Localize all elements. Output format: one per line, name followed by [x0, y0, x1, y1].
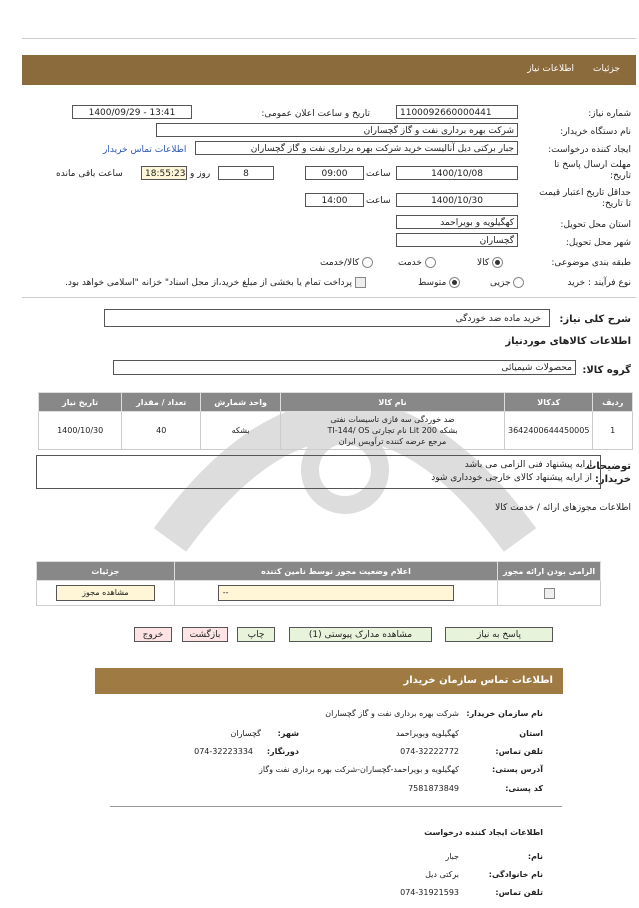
- row-unit: بشکه: [201, 412, 281, 450]
- contact-fax-value: 074-32223334: [194, 747, 253, 756]
- permit-required-checkbox: [544, 588, 555, 599]
- exit-button[interactable]: خروج: [134, 627, 172, 642]
- creator-family-value: برکتی دیل: [425, 870, 459, 879]
- summary-field: خرید ماده ضد خوردگی: [104, 309, 550, 327]
- row-name-line2: بشکه 200 Lit نام تجارتی TI-144/ OS: [327, 426, 458, 435]
- row-qty: 40: [122, 412, 201, 450]
- radio-service[interactable]: [425, 257, 436, 268]
- page-header-bar: [22, 55, 636, 85]
- buyer-org-label: نام دستگاه خریدار:: [560, 127, 631, 137]
- row-code: 3642400644450005: [504, 412, 592, 450]
- goods-table-header: [39, 393, 633, 412]
- col-date: تاریخ نیاز: [39, 393, 122, 412]
- radio-minor[interactable]: [513, 277, 524, 288]
- contact-city-label: شهر:: [277, 729, 299, 738]
- col-permit-status: اعلام وضعیت مجوز توسط نامین کننده: [174, 562, 497, 581]
- category-both-option[interactable]: کالا/خدمت: [320, 257, 373, 268]
- creator-name-label: نام:: [527, 852, 543, 861]
- goods-group-label: گروه کالا:: [582, 365, 631, 376]
- attachments-button[interactable]: مشاهده مدارک پیوستی (1): [289, 627, 432, 642]
- remaining-label: ساعت باقی مانده: [56, 169, 123, 179]
- tab-details[interactable]: جزئیات: [593, 64, 620, 74]
- contact-phone-label: تلفن تماس:: [495, 747, 543, 756]
- permits-table: [36, 561, 601, 606]
- deadline-date-field: 1400/10/08: [396, 166, 518, 180]
- goods-title: اطلاعات کالاهای موردنیاز: [505, 336, 631, 347]
- col-unit: واحد شمارش: [201, 393, 281, 412]
- buyer-notes-label: توضیحات خریدار:: [586, 461, 631, 485]
- province-field: کهگیلویه و بویراحمد: [396, 215, 518, 229]
- creator-name-value: جبار: [445, 852, 459, 861]
- permits-table-header: [37, 562, 601, 581]
- row-index: 1: [593, 412, 633, 450]
- buyer-note-1: ارایه پیشنهاد فنی الزامی می باشد: [464, 460, 592, 470]
- col-code: کدکالا: [504, 393, 592, 412]
- creator-info-title: اطلاعات ایجاد کننده درخواست: [424, 828, 543, 837]
- permit-status-cell: [174, 581, 497, 606]
- radio-medium[interactable]: [449, 277, 460, 288]
- buyer-note-2: از ارایه پیشنهاد کالای خارجی خودداری شود: [431, 473, 592, 483]
- radio-goods-service[interactable]: [362, 257, 373, 268]
- city-label: شهر محل تحویل:: [565, 238, 631, 248]
- radio-goods[interactable]: [492, 257, 503, 268]
- need-number-field: 1100092660000441: [396, 105, 518, 119]
- remaining-time-field: 18:55:23: [141, 166, 187, 180]
- validity-label: حداقل تاریخ اعتبار قیمت تا تاریخ:: [539, 188, 631, 209]
- validity-time-field: 14:00: [305, 193, 364, 207]
- validity-time-label: ساعت: [366, 196, 391, 206]
- contact-address-label: آدرس پستی:: [492, 765, 543, 774]
- days-label: روز و: [190, 169, 211, 179]
- permits-title: اطلاعات مجوزهای ارائه / خدمت کالا: [495, 503, 631, 513]
- announce-field: 1400/09/29 - 13:41: [72, 105, 192, 119]
- col-qty: تعداد / مقدار: [122, 393, 201, 412]
- contact-address-value: کهگیلویه و بویراحمد-گچساران-شرکت بهره برداری نفت وگاز: [259, 765, 459, 774]
- contact-fax-label: دورنگار:: [266, 747, 299, 756]
- section-divider: [22, 297, 636, 298]
- table-row: [37, 581, 601, 606]
- contact-province-value: کهگیلویه وبویراحمد: [395, 729, 459, 738]
- print-button[interactable]: چاپ: [237, 627, 275, 642]
- buyer-org-field: شرکت بهره برداری نفت و گاز گچساران: [156, 123, 518, 137]
- reply-button[interactable]: پاسخ به نیاز: [445, 627, 553, 642]
- contact-header: اطلاعات تماس سازمان خریدار: [95, 668, 563, 694]
- contact-phone-value: 074-32222772: [400, 747, 459, 756]
- category-service-option[interactable]: خدمت: [398, 257, 436, 268]
- deadline-time-label: ساعت: [366, 169, 391, 179]
- process-label: نوع فرآیند : خرید: [567, 278, 631, 288]
- validity-date-field: 1400/10/30: [396, 193, 518, 207]
- summary-label: شرح کلی نیاز:: [559, 314, 631, 325]
- col-name: نام کالا: [281, 393, 505, 412]
- province-label: استان محل تحویل:: [560, 220, 631, 230]
- row-name-line3: مرجع عرضه کننده ترآویس ایران: [338, 437, 447, 446]
- deadline-label: مهلت ارسال پاسخ تا تاریخ:: [554, 160, 631, 181]
- contact-city-value: گچساران: [230, 729, 261, 738]
- process-medium-option[interactable]: متوسط: [418, 277, 460, 288]
- row-name: [281, 412, 505, 450]
- view-permit-button[interactable]: مشاهده مجوز: [56, 585, 155, 601]
- row-name-line1: ضد خوردگی سه فازی تاسیسات نفتی: [330, 415, 455, 424]
- table-row[interactable]: [39, 412, 633, 450]
- back-button[interactable]: بازگشت: [182, 627, 228, 642]
- creator-phone-label: تلفن تماس:: [495, 888, 543, 897]
- tab-need-info[interactable]: اطلاعات نیاز: [527, 64, 574, 74]
- contact-org-value: شرکت بهره برداری نفت و گاز گچساران: [325, 709, 459, 718]
- permit-details-cell: [37, 581, 175, 606]
- permit-required-cell: [498, 581, 601, 606]
- process-minor-option[interactable]: جزیی: [490, 277, 524, 288]
- contact-postal-value: 7581873849: [408, 784, 459, 793]
- permit-status-field: --: [218, 585, 454, 601]
- category-label: طبقه بندی موضوعی:: [551, 258, 631, 268]
- contact-org-label: نام سازمان خریدار:: [466, 709, 543, 718]
- creator-phone-value: 074-31921593: [400, 888, 459, 897]
- city-field: گچساران: [396, 233, 518, 247]
- payment-checkbox[interactable]: [355, 277, 366, 288]
- announce-label: تاریخ و ساعت اعلان عمومی:: [261, 109, 370, 119]
- buyer-notes-box: [36, 455, 601, 489]
- goods-table: [38, 392, 633, 450]
- row-date: 1400/10/30: [39, 412, 122, 450]
- deadline-time-field: 09:00: [305, 166, 364, 180]
- goods-group-field: محصولات شیمیائی: [113, 360, 576, 375]
- contact-province-label: استان: [519, 729, 543, 738]
- contact-postal-label: کد پستی:: [505, 784, 543, 793]
- top-divider: [22, 38, 636, 39]
- contact-divider: [110, 806, 562, 807]
- col-permit-required: الزامی بودن ارائه مجوز: [498, 562, 601, 581]
- creator-family-label: نام خانوادگی:: [488, 870, 543, 879]
- days-field: 8: [218, 166, 274, 180]
- col-row: ردیف: [593, 393, 633, 412]
- payment-note: پرداخت تمام یا بخشی از مبلغ خرید،از محل اسناد" خزانه "اسلامی خواهد بود.: [65, 277, 366, 288]
- col-permit-details: جزئیات: [37, 562, 175, 581]
- creator-field: جبار برکتی دیل آنالیست خرید شرکت بهره برداری نفت و گاز گچساران: [195, 141, 518, 155]
- buyer-contact-link[interactable]: اطلاعات تماس خریدار: [103, 145, 187, 155]
- need-number-label: شماره نیاز:: [588, 109, 631, 119]
- category-goods-option[interactable]: کالا: [477, 257, 503, 268]
- creator-label: ایجاد کننده درخواست:: [548, 145, 631, 155]
